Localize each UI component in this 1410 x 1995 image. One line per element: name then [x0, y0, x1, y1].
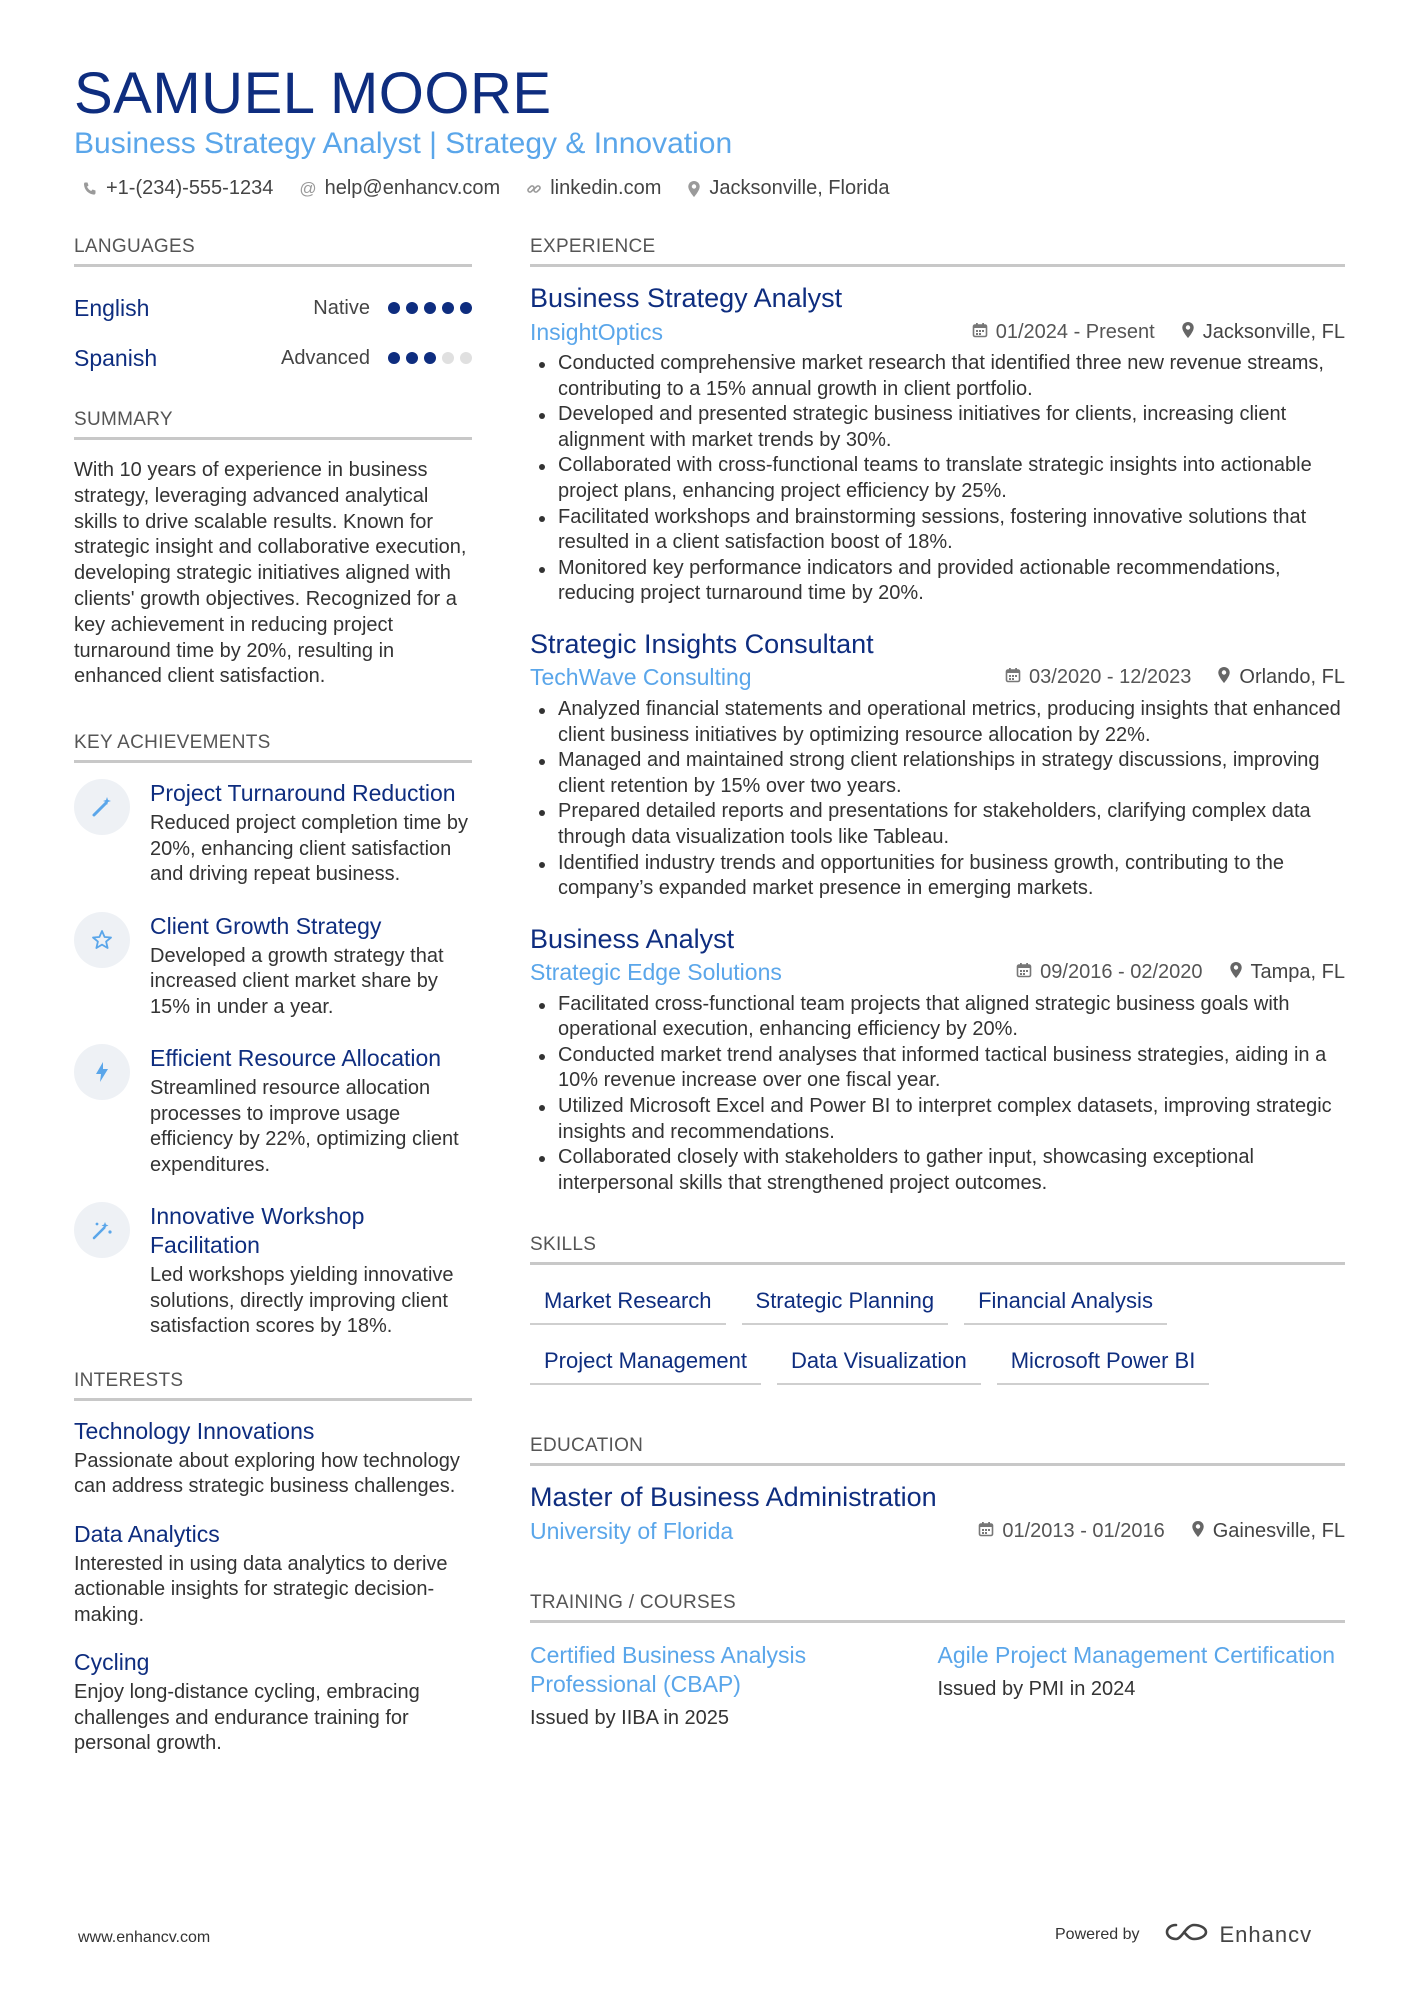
job-entry	[530, 627, 1345, 902]
training-section	[530, 1592, 1345, 1731]
calendar-icon	[1016, 962, 1032, 983]
languages-list	[74, 283, 472, 383]
achievement-desc: Streamlined resource allocation processes to improve usage efficiency by 22%, optimizing client expenditures.	[150, 1077, 459, 1176]
proficiency-dot-empty	[442, 352, 454, 364]
map-pin-icon	[1181, 321, 1195, 344]
achievement-title: Innovative Workshop Facilitation	[150, 1203, 365, 1259]
brand-logo[interactable]	[1164, 1920, 1313, 1950]
phone-icon	[82, 181, 98, 197]
skill-tag: Microsoft Power BI	[997, 1347, 1210, 1385]
achievement-desc: Developed a growth strategy that increased client market share by 15% in under a year.	[150, 944, 444, 1018]
calendar-icon	[972, 322, 988, 343]
proficiency-dot-filled	[442, 302, 454, 314]
achievement-desc: Reduced project completion time by 20%, enhancing client satisfaction and driving repeat business.	[150, 812, 468, 886]
interests-title: INTERESTS	[74, 1370, 472, 1401]
bullet-item: Collaborated with cross-functional teams to translate strategic insights into actionable project plans, enhancing project efficiency by 25%.	[530, 453, 1345, 504]
lightning-icon	[74, 1044, 130, 1100]
training-name: Certified Business Analysis Professional (CBAP)	[530, 1642, 807, 1698]
training-issuer: Issued by IIBA in 2025	[530, 1707, 730, 1730]
contact-email[interactable]	[299, 177, 500, 200]
interests-section	[74, 1370, 472, 1757]
calendar-icon	[978, 1521, 994, 1542]
interest-title: Data Analytics	[74, 1520, 220, 1547]
proficiency-dots	[388, 302, 472, 314]
contact-bar	[82, 177, 889, 200]
star-icon	[74, 912, 130, 968]
language-item	[74, 333, 472, 383]
job-location	[1229, 961, 1345, 984]
job-location	[1217, 666, 1345, 689]
skill-tag: Data Visualization	[777, 1347, 981, 1385]
proficiency-dots	[388, 352, 472, 364]
achievement-item	[74, 912, 472, 1021]
experience-section	[530, 236, 1345, 1196]
proficiency-dot-filled	[424, 302, 436, 314]
education-title: EDUCATION	[530, 1435, 1345, 1466]
achievement-title: Efficient Resource Allocation	[150, 1045, 442, 1072]
job-meta	[530, 956, 1345, 990]
footer-website[interactable]: www.enhancv.com	[78, 1929, 211, 1946]
job-company: TechWave Consulting	[530, 664, 752, 691]
training-name: Agile Project Management Certification	[937, 1642, 1336, 1669]
achievement-body	[150, 912, 472, 1021]
job-location-text: Tampa, FL	[1250, 961, 1345, 984]
job-entry	[530, 281, 1345, 607]
job-date	[972, 321, 1155, 344]
bullet-item: Prepared detailed reports and presentations for stakeholders, clarifying complex data through data visualization tools like Tableau.	[530, 799, 1345, 850]
interest-title: Cycling	[74, 1649, 150, 1676]
linkedin-text: linkedin.com	[550, 177, 662, 199]
bullet-item: Collaborated closely with stakeholders to gather input, showcasing exceptional interpersonal skills that strengthened project outcomes.	[530, 1145, 1345, 1196]
education-section	[530, 1435, 1345, 1548]
education-meta	[530, 1514, 1345, 1548]
interest-item	[74, 1417, 472, 1500]
job-bullets	[530, 992, 1345, 1197]
job-title: Business Strategy Analyst	[530, 283, 843, 313]
summary-title: SUMMARY	[74, 409, 472, 440]
job-meta	[530, 315, 1345, 349]
job-location-text: Orlando, FL	[1239, 666, 1345, 689]
job-date-text: 09/2016 - 02/2020	[1040, 961, 1203, 984]
skill-tag: Financial Analysis	[964, 1287, 1167, 1325]
experience-title: EXPERIENCE	[530, 236, 1345, 267]
location-text: Jacksonville, Florida	[709, 177, 890, 199]
right-column	[530, 236, 1345, 1731]
proficiency-dot-filled	[460, 302, 472, 314]
achievement-desc: Led workshops yielding innovative solutions, directly improving client satisfaction scores by 18%.	[150, 1264, 454, 1338]
interest-item	[74, 1648, 472, 1757]
achievements-section	[74, 732, 472, 1340]
bullet-item: Identified industry trends and opportunities for business growth, contributing to the company’s expanded market presence in emerging markets.	[530, 851, 1345, 902]
email-text: help@enhancv.com	[324, 177, 501, 199]
achievements-list	[74, 779, 472, 1340]
proficiency-dot-filled	[424, 352, 436, 364]
education-location	[1191, 1520, 1345, 1543]
contact-phone[interactable]	[82, 177, 273, 200]
interest-title: Technology Innovations	[74, 1417, 315, 1444]
proficiency-dot-filled	[388, 352, 400, 364]
job-title: Strategic Insights Consultant	[530, 628, 874, 659]
interests-list	[74, 1417, 472, 1757]
powered-by-text: Powered by	[1055, 1926, 1140, 1943]
job-company: InsightOptics	[530, 318, 663, 345]
link-icon	[526, 181, 542, 197]
skill-tag: Project Management	[530, 1347, 761, 1385]
map-pin-icon	[1217, 666, 1231, 689]
phone-text: +1-(234)-555-1234	[106, 177, 274, 199]
education-date-text: 01/2013 - 01/2016	[1002, 1519, 1165, 1542]
left-column	[74, 236, 472, 1777]
achievement-body	[150, 779, 472, 888]
skills-list	[530, 1287, 1345, 1385]
education-date	[978, 1520, 1164, 1543]
job-bullets	[530, 351, 1345, 607]
proficiency-dot-empty	[460, 352, 472, 364]
achievement-body	[150, 1202, 472, 1340]
education-entry	[530, 1480, 1345, 1548]
languages-section	[74, 236, 472, 383]
school-name: University of Florida	[530, 1517, 734, 1544]
bullet-item: Utilized Microsoft Excel and Power BI to interpret complex datasets, improving strategic insights and recommendations.	[530, 1094, 1345, 1145]
map-pin-icon	[1191, 1520, 1205, 1543]
sparkles-icon	[74, 1202, 130, 1258]
skills-title: SKILLS	[530, 1234, 1345, 1265]
training-item	[530, 1641, 938, 1731]
language-level: Advanced	[281, 346, 370, 369]
training-grid	[530, 1641, 1345, 1731]
job-date-text: 03/2020 - 12/2023	[1029, 666, 1192, 689]
achievement-body	[150, 1044, 472, 1178]
job-date	[1016, 961, 1202, 984]
at-icon: @	[299, 178, 317, 198]
achievement-item	[74, 1202, 472, 1340]
candidate-headline: Business Strategy Analyst | Strategy & Innovation	[74, 127, 733, 160]
calendar-icon	[1005, 667, 1021, 688]
bullet-item: Managed and maintained strong client relationships in strategy discussions, improving client retention by 15% over two years.	[530, 748, 1345, 799]
infinity-logo-icon	[1164, 1920, 1210, 1950]
job-location	[1181, 321, 1345, 344]
candidate-name: SAMUEL MOORE	[74, 61, 552, 126]
training-issuer: Issued by PMI in 2024	[937, 1678, 1136, 1701]
bullet-item: Analyzed financial statements and operational metrics, producing insights that enhanced client business initiatives by optimizing resource allocation by 22%.	[530, 697, 1345, 748]
job-bullets	[530, 697, 1345, 902]
job-date-text: 01/2024 - Present	[995, 320, 1155, 343]
proficiency-dot-filled	[388, 302, 400, 314]
bullet-item: Conducted comprehensive market research that identified three new revenue streams, contributing to a 15% annual growth in client portfolio.	[530, 351, 1345, 402]
summary-text: With 10 years of experience in business strategy, leveraging advanced analytical skills to drive scalable results. Known for strategic insight and collaborative execution, developing strategic initiatives aligned with clients' growth objectives. Recognized for a key achievement in reducing project turnaround time by 20%, resulting in enhanced client satisfaction.	[74, 459, 467, 688]
education-location-text: Gainesville, FL	[1212, 1519, 1345, 1542]
job-title: Business Analyst	[530, 923, 735, 954]
achievement-item	[74, 779, 472, 888]
languages-title: LANGUAGES	[74, 236, 472, 267]
map-pin-icon	[687, 180, 701, 198]
bullet-item: Facilitated workshops and brainstorming sessions, fostering innovative solutions that resulted in a client satisfaction boost of 18%.	[530, 505, 1345, 556]
achievements-title: KEY ACHIEVEMENTS	[74, 732, 472, 763]
language-name: English	[74, 294, 150, 321]
job-meta	[530, 661, 1345, 695]
interest-desc: Interested in using data analytics to derive actionable insights for strategic decision-making.	[74, 1552, 448, 1626]
interest-desc: Passionate about exploring how technology can address strategic business challenges.	[74, 1449, 460, 1498]
bullet-item: Monitored key performance indicators and provided actionable recommendations, reducing project turnaround time by 20%.	[530, 556, 1345, 607]
skills-section	[530, 1234, 1345, 1385]
degree-title: Master of Business Administration	[530, 1482, 937, 1513]
achievement-title: Project Turnaround Reduction	[150, 780, 456, 807]
interest-desc: Enjoy long-distance cycling, embracing challenges and endurance training for personal growth.	[74, 1681, 420, 1755]
job-date	[1005, 666, 1191, 689]
magic-wand-icon	[74, 779, 130, 835]
achievement-item	[74, 1044, 472, 1178]
contact-linkedin[interactable]	[526, 177, 661, 200]
job-company: Strategic Edge Solutions	[530, 959, 782, 986]
interest-item	[74, 1520, 472, 1629]
contact-location	[687, 177, 889, 200]
achievement-title: Client Growth Strategy	[150, 912, 382, 939]
bullet-item: Conducted market trend analyses that informed tactical business strategies, aiding in a 10% revenue increase over one fiscal year.	[530, 1043, 1345, 1094]
skill-tag: Strategic Planning	[742, 1287, 949, 1325]
brand-name: Enhancv	[1219, 1922, 1313, 1947]
map-pin-icon	[1229, 961, 1243, 984]
skill-tag: Market Research	[530, 1287, 726, 1325]
job-entry	[530, 922, 1345, 1197]
bullet-item: Developed and presented strategic business initiatives for clients, increasing client alignment with market trends by 30%.	[530, 402, 1345, 453]
language-name: Spanish	[74, 344, 158, 371]
language-item	[74, 283, 472, 333]
proficiency-dot-filled	[406, 352, 418, 364]
language-level: Native	[313, 296, 370, 319]
footer-branding	[1055, 1920, 1312, 1950]
job-location-text: Jacksonville, FL	[1202, 320, 1345, 343]
training-title: TRAINING / COURSES	[530, 1592, 1345, 1623]
bullet-item: Facilitated cross-functional team projects that aligned strategic business goals with operational execution, enhancing efficiency by 20%.	[530, 992, 1345, 1043]
training-item	[938, 1641, 1346, 1731]
summary-section	[74, 409, 472, 690]
proficiency-dot-filled	[406, 302, 418, 314]
